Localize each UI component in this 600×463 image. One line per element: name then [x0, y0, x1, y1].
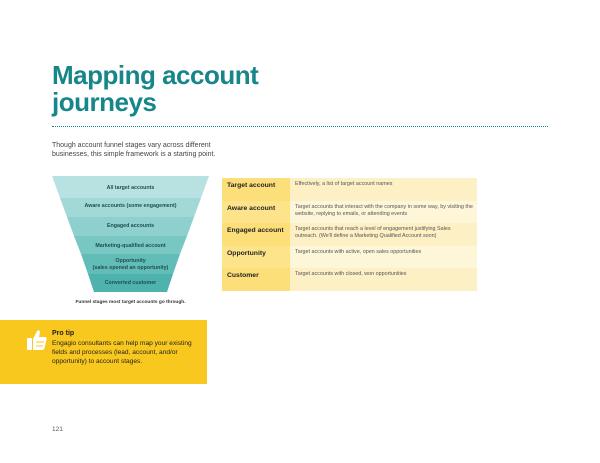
funnel-stage-mqa: Marketing-qualified account [95, 243, 166, 249]
definition-row [222, 246, 477, 269]
dotted-divider [52, 126, 548, 127]
definition-term: Target account [222, 178, 290, 201]
definition-row [222, 268, 477, 291]
definition-term: Customer [222, 268, 290, 291]
pro-tip-callout [0, 320, 207, 384]
page-title-line-2: journeys [52, 87, 157, 117]
funnel-band-5 [81, 254, 180, 274]
funnel-stage-aware: Aware accounts (some engagement) [84, 203, 177, 209]
definition-row [222, 223, 477, 246]
funnel-caption: Funnel stages most target accounts go through. [75, 300, 186, 305]
definitions-table [222, 178, 477, 291]
pro-tip-body: Engagio consultants can help map your existing fields and processes (lead, account, and/or opportunity) to account stages. [52, 340, 192, 365]
intro-paragraph: Though account funnel stages vary across different businesses, this simple framework is a starting point. [52, 142, 216, 158]
page-title-line-1: Mapping account [52, 60, 259, 90]
definition-desc: Target accounts with closed, won opportunities [290, 268, 477, 291]
definition-row [222, 201, 477, 224]
funnel-graphic [52, 176, 209, 292]
page-title [52, 62, 258, 116]
pro-tip-title: Pro tip [52, 330, 75, 337]
funnel-stage-all-target: All target accounts [106, 185, 155, 191]
funnel-stage-opportunity: Opportunity [115, 258, 146, 264]
definition-row [222, 178, 477, 201]
definition-term: Opportunity [222, 246, 290, 269]
definition-desc: Target accounts that interact with the company in some way, by visiting the website, replying to emails, or attending events [290, 201, 477, 224]
definition-desc: Effectively, a list of target account names [290, 178, 477, 201]
page-number: 121 [52, 426, 63, 433]
definition-desc: Target accounts with active, open sales opportunities [290, 246, 477, 269]
funnel-diagram [52, 176, 209, 292]
definition-term: Engaged account [222, 223, 290, 246]
funnel-stage-customer: Converted customer [104, 280, 157, 286]
definition-term: Aware account [222, 201, 290, 224]
thumbs-up-icon [27, 329, 47, 351]
funnel-stage-opportunity-sub: (sales opened an opportunity) [92, 265, 169, 271]
funnel-stage-engaged: Engaged accounts [106, 223, 155, 229]
definition-desc: Target accounts that reach a level of engagement justifying Sales outreach. (We'll define a Marketing Qualified Account soon) [290, 223, 477, 246]
